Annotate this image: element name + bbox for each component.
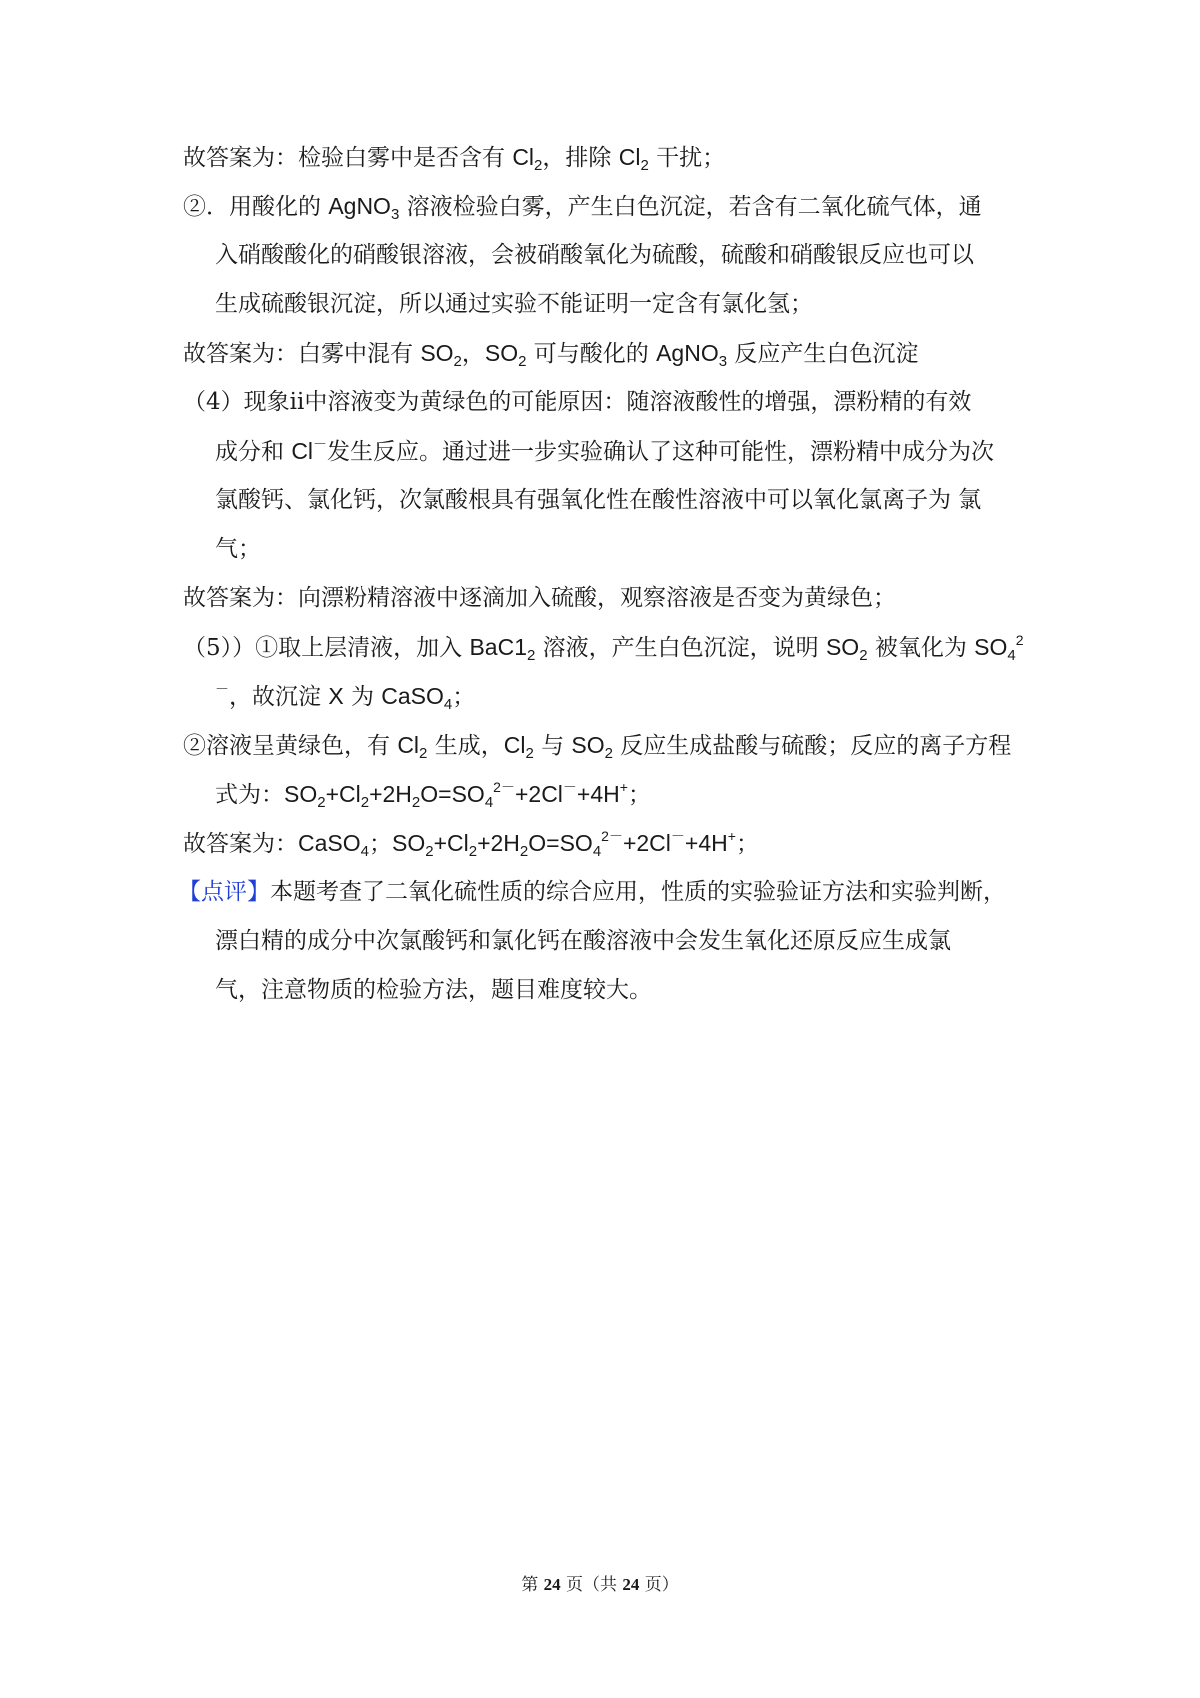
review-line-2: 漂白精的成分中次氯酸钙和氯化钙在酸溶液中会发生氧化还原反应生成氯	[215, 928, 951, 954]
answer-line-2: 故答案为：白雾中混有 $SO_2$，$SO_2$ 可与酸化的 AgNO$_3$ 反应产生白色沉淀	[183, 340, 919, 370]
step-2-line-1: ②．用酸化的 AgNO$_3$ 溶液检验白雾，产生白色沉淀，若含有二氧化硫气体，通	[183, 193, 982, 223]
part-4-line-4: 气；	[215, 536, 261, 562]
part-5-line-1: （5））①取上层清液，加入 $BaC1_2$ 溶液，产生白色沉淀，说明 $SO_2$ 被氧化为 $SO_4^2$	[183, 632, 1024, 664]
answer-line-3: 故答案为：向漂粉精溶液中逐滴加入硫酸，观察溶液是否变为黄绿色；	[183, 585, 896, 611]
part-4-line-1: （4）现象ⅱ中溶液变为黄绿色的可能原因：随溶液酸性的增强，漂粉精的有效	[183, 389, 972, 415]
step-2-line-3: 生成硫酸银沉淀，所以通过实验不能证明一定含有氯化氢；	[215, 291, 813, 317]
page-number-footer: 第 24 页（共 24 页）	[521, 1575, 679, 1595]
answer-line-1: 故答案为：检验白雾中是否含有 $Cl_2$，排除 $Cl_2$ 干扰；	[183, 144, 726, 174]
part-4-line-3: 氯酸钙、氯化钙，次氯酸根具有强氧化性在酸性溶液中可以氧化氯离子为 氯	[215, 487, 982, 513]
part-4-line-2: 成分和 Cl－发生反应。通过进一步实验确认了这种可能性，漂粉精中成分为次	[215, 437, 995, 465]
review-line-3: 气，注意物质的检验方法，题目难度较大。	[215, 977, 652, 1003]
answer-line-4: 故答案为：CaSO$_4$；$SO_2+Cl_2+2H_2O=SO_4^{2-}+2Cl^-+4H^+$；	[183, 828, 759, 860]
part-5-line-2: －，故沉淀 X 为 CaSO$_4$；	[215, 682, 476, 713]
step-2-line-2: 入硝酸酸化的硝酸银溶液，会被硝酸氧化为硫酸，硫酸和硝酸银反应也可以	[215, 242, 974, 268]
part-5-line-3: ②溶液呈黄绿色，有 $Cl_2$ 生成，$Cl_2$ 与 $SO_2$ 反应生成盐酸与硫酸；反应的离子方程	[183, 732, 1012, 762]
review-label: 【点评】	[178, 879, 270, 905]
ionic-equation-line: 式为：$SO_2+Cl_2+2H_2O=SO_4^{2-}+2Cl^-+4H^+$；	[215, 779, 651, 811]
review-line-1: 【点评】本题考查了二氧化硫性质的综合应用，性质的实验验证方法和实验判断，	[178, 879, 1006, 905]
